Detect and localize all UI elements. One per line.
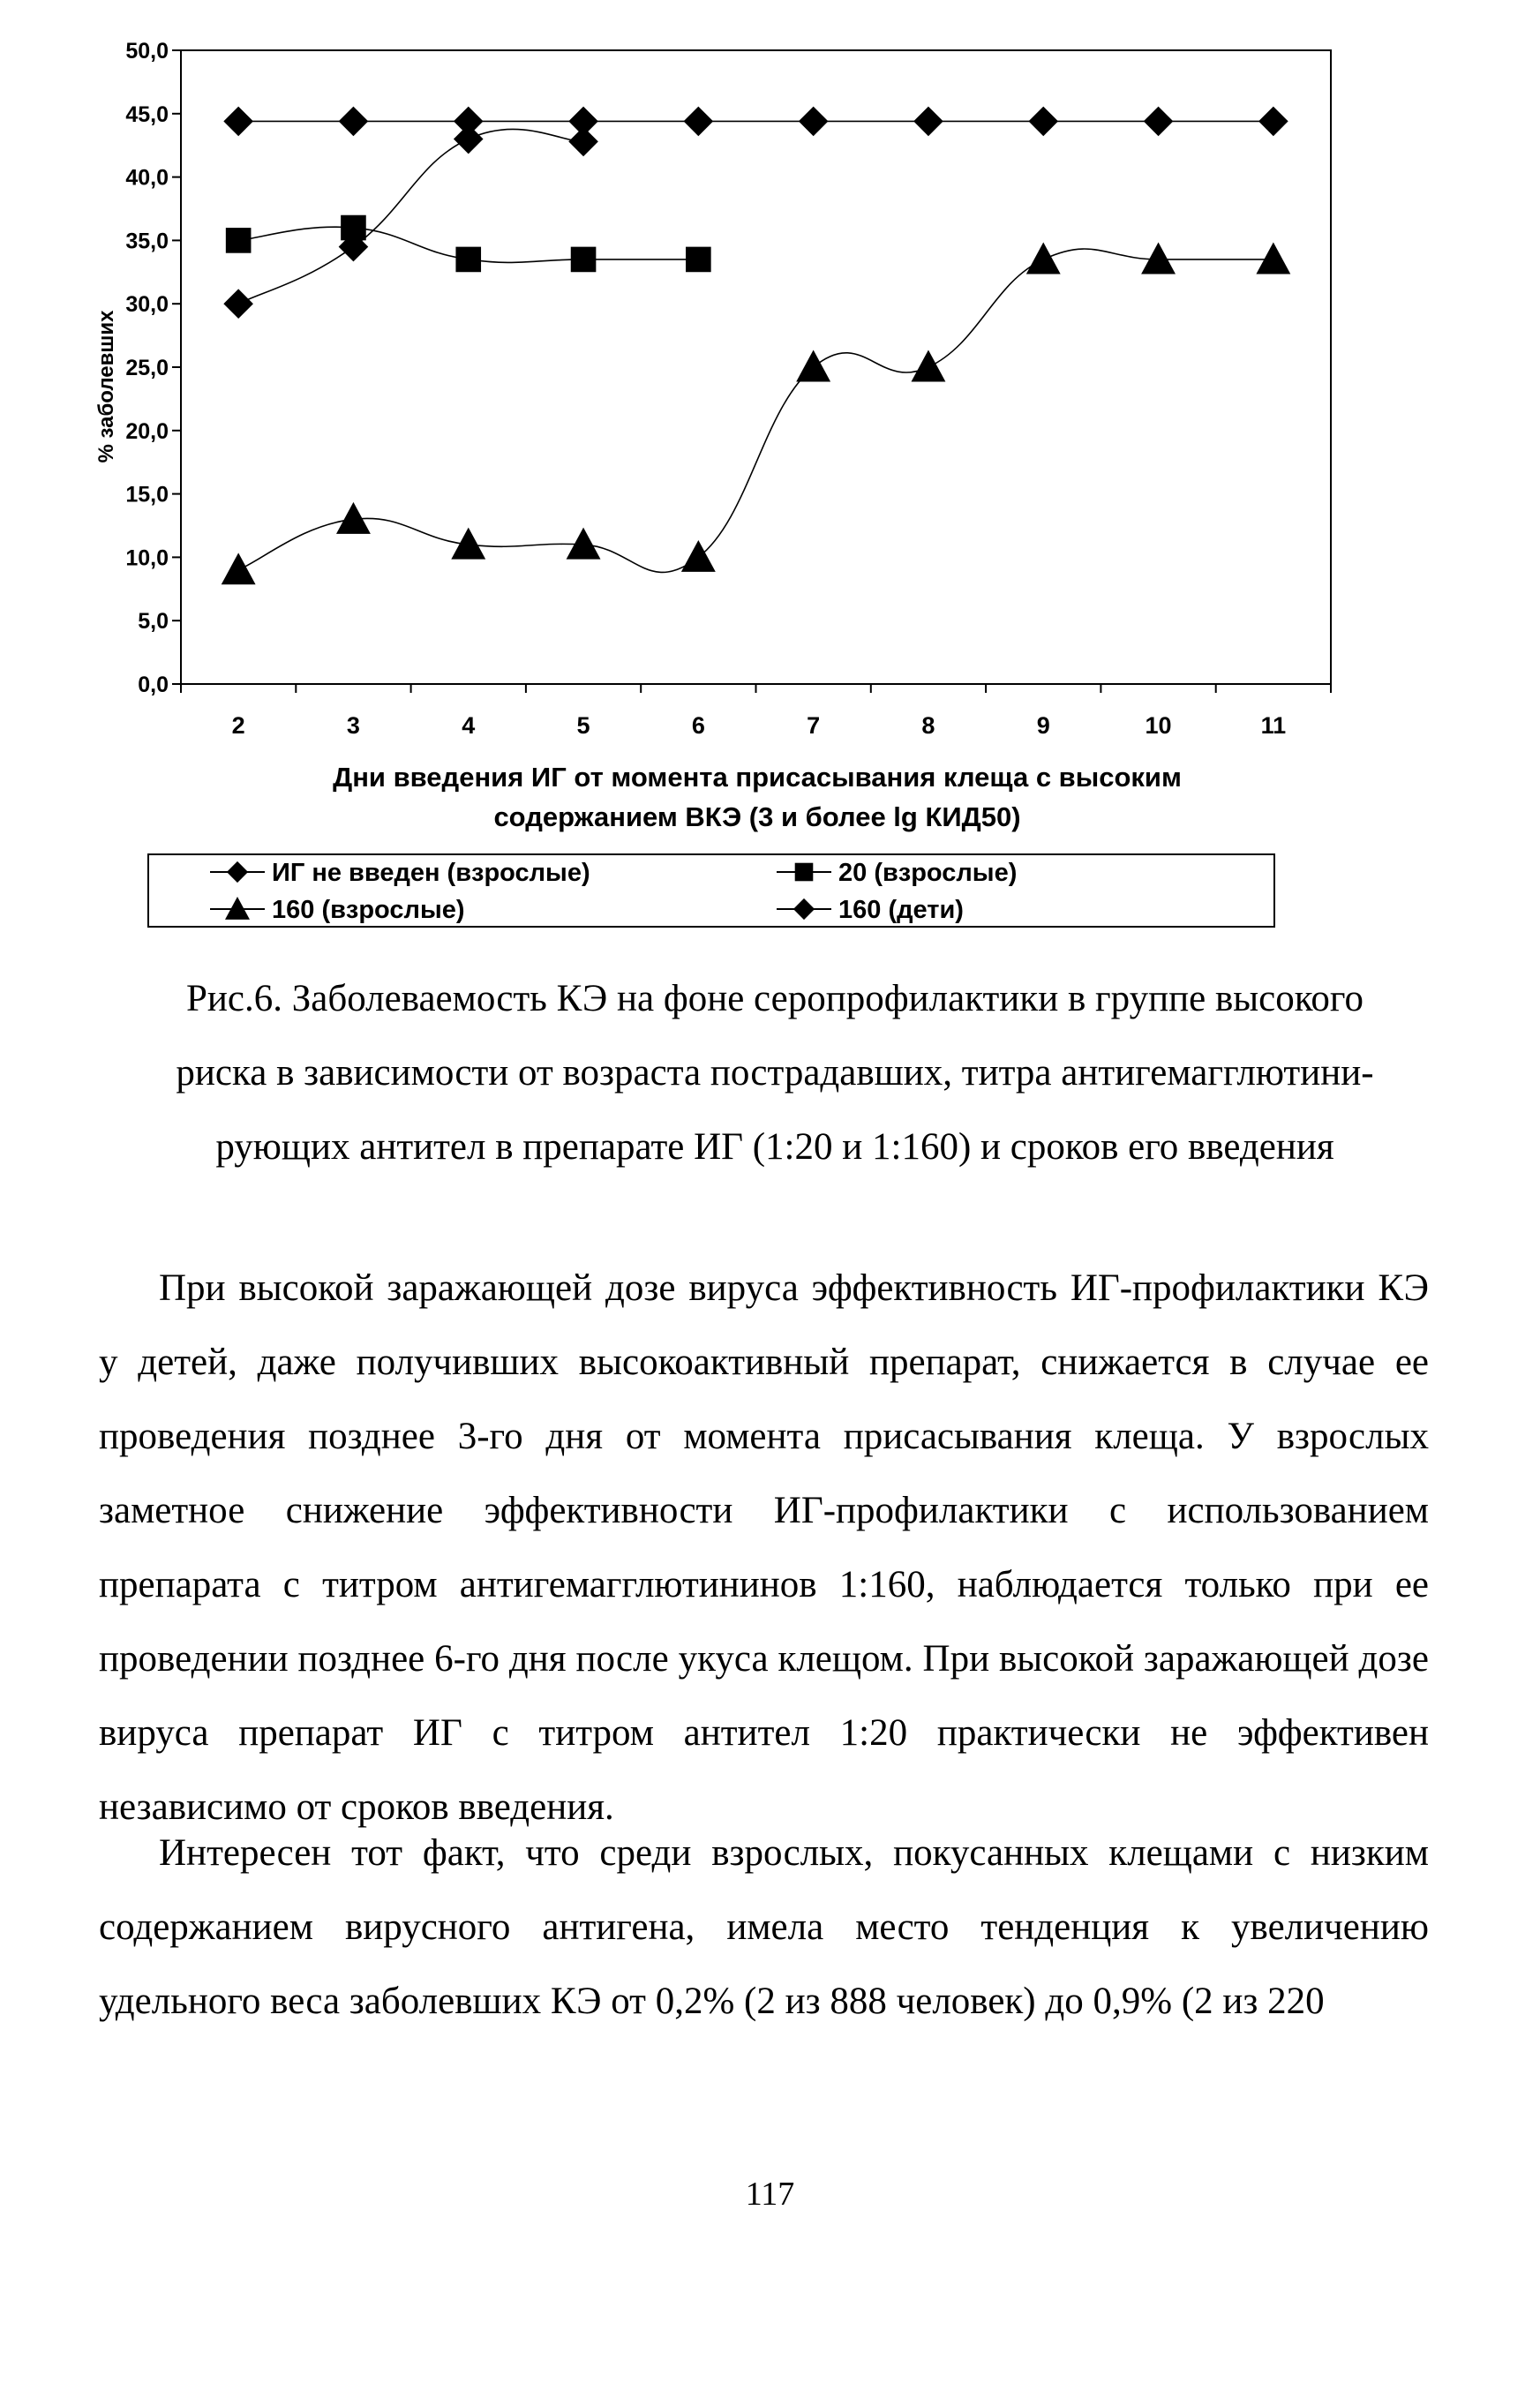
data-point: [339, 107, 369, 137]
data-point: [912, 350, 946, 382]
caption-line-1: Рис.6. Заболеваемость КЭ на фоне серопрофилактики в группе высокого: [185, 978, 1363, 1019]
legend-item-1: [777, 859, 1017, 887]
legend-label: 160 (взрослые): [272, 896, 465, 924]
x-axis-label-line-2: содержанием ВКЭ (3 и более lg КИД50): [493, 801, 1021, 832]
series-line: [238, 249, 1273, 572]
y-tick-label: 25,0: [125, 356, 169, 380]
x-tick-label: 4: [462, 712, 476, 739]
x-tick-label: 7: [807, 712, 821, 739]
legend-label: 20 (взрослые): [838, 859, 1018, 887]
x-tick-label: 3: [346, 712, 360, 739]
data-point: [222, 553, 256, 584]
data-point: [1026, 243, 1061, 274]
series-0: [223, 107, 1288, 137]
chart-legend: [148, 854, 1274, 927]
data-point: [454, 124, 484, 154]
legend-label: 160 (дети): [838, 896, 964, 924]
y-tick-label: 30,0: [125, 292, 169, 318]
series-layer: [222, 107, 1291, 585]
data-point: [223, 107, 253, 137]
y-tick-label: 40,0: [125, 165, 169, 191]
data-point: [1144, 107, 1174, 137]
plot-area-frame: [181, 50, 1331, 684]
data-point: [799, 107, 829, 137]
data-point: [684, 107, 714, 137]
y-axis-ticks: [125, 39, 181, 697]
x-tick-label: 9: [1036, 712, 1050, 739]
y-tick-label: 20,0: [125, 418, 169, 444]
x-tick-label: 5: [576, 712, 590, 739]
figure-caption: [122, 962, 1428, 1184]
data-point: [571, 247, 597, 273]
incidence-chart: [0, 0, 1540, 953]
y-tick-label: 45,0: [125, 101, 169, 127]
data-point: [1256, 243, 1290, 274]
caption-line-3: рующих антител в препарате ИГ (1:20 и 1:160) и сроков его введения: [215, 1126, 1334, 1168]
series-1: [226, 215, 711, 273]
data-point: [223, 289, 253, 319]
x-axis-label-line-1: Дни введения ИГ от момента присасывания клеща с высоким: [333, 762, 1182, 793]
data-point: [1141, 243, 1176, 274]
y-tick-label: 0,0: [138, 673, 169, 697]
y-tick-label: 35,0: [125, 229, 169, 254]
legend-label: ИГ не введен (взрослые): [272, 859, 590, 887]
x-tick-label: 10: [1145, 712, 1172, 739]
y-axis-label: % заболевших: [94, 310, 118, 463]
series-line: [238, 129, 583, 304]
x-axis-ticks: [181, 684, 1331, 739]
data-point: [568, 127, 598, 157]
x-tick-label: 6: [691, 712, 705, 739]
x-tick-label: 8: [921, 712, 935, 739]
legend-item-0: [210, 859, 590, 887]
legend-item-2: [210, 896, 465, 924]
data-point: [796, 350, 830, 382]
series-2: [222, 243, 1291, 585]
y-tick-label: 50,0: [125, 39, 169, 64]
x-tick-label: 2: [231, 712, 245, 739]
series-3: [223, 124, 597, 319]
data-point: [686, 247, 711, 273]
y-tick-label: 15,0: [125, 482, 169, 507]
legend-item-3: [777, 896, 964, 924]
data-point: [1028, 107, 1058, 137]
body-paragraph-1: При высокой заражающей дозе вируса эффективность ИГ-профилактики КЭ у детей, даже получивших высокоактивный препарат, снижается в случае ее проведения позднее 3-го дня от момента присасывания клеща. У взрослых заметное снижение эффективности ИГ-профилактики с использованием препарата с титром антигемагглютининов 1:160, наблюдается только при ее проведении позднее 6-го дня после укуса клещом. При высокой заражающей дозе вируса препарат ИГ с титром антител 1:20 практически не эффективен независимо от сроков введения.: [99, 1267, 1429, 1828]
chart-axes: [181, 50, 1331, 684]
x-tick-label: 11: [1260, 712, 1287, 739]
data-point: [1258, 107, 1288, 137]
legend-marker: [225, 897, 250, 920]
data-point: [455, 247, 481, 273]
data-point: [226, 228, 252, 253]
legend-marker: [793, 898, 815, 920]
data-point: [681, 540, 716, 572]
body-paragraph-2: Интересен тот факт, что среди взрослых, покусанных клещами с низким содержанием вирусного антигена, имела место тенденция к увеличению удельного веса заболевших КЭ от 0,2% (2 из 888 человек) до 0,9% (2 из 220: [99, 1832, 1429, 2022]
y-tick-label: 5,0: [138, 609, 169, 635]
data-point: [913, 107, 943, 137]
page-number: 117: [745, 2176, 795, 2213]
legend-marker: [795, 863, 814, 882]
data-point: [567, 528, 601, 560]
caption-line-2: риска в зависимости от возраста пострадавших, титра антигемагглютини-: [176, 1052, 1374, 1094]
y-tick-label: 10,0: [125, 545, 169, 571]
legend-marker: [227, 861, 248, 883]
